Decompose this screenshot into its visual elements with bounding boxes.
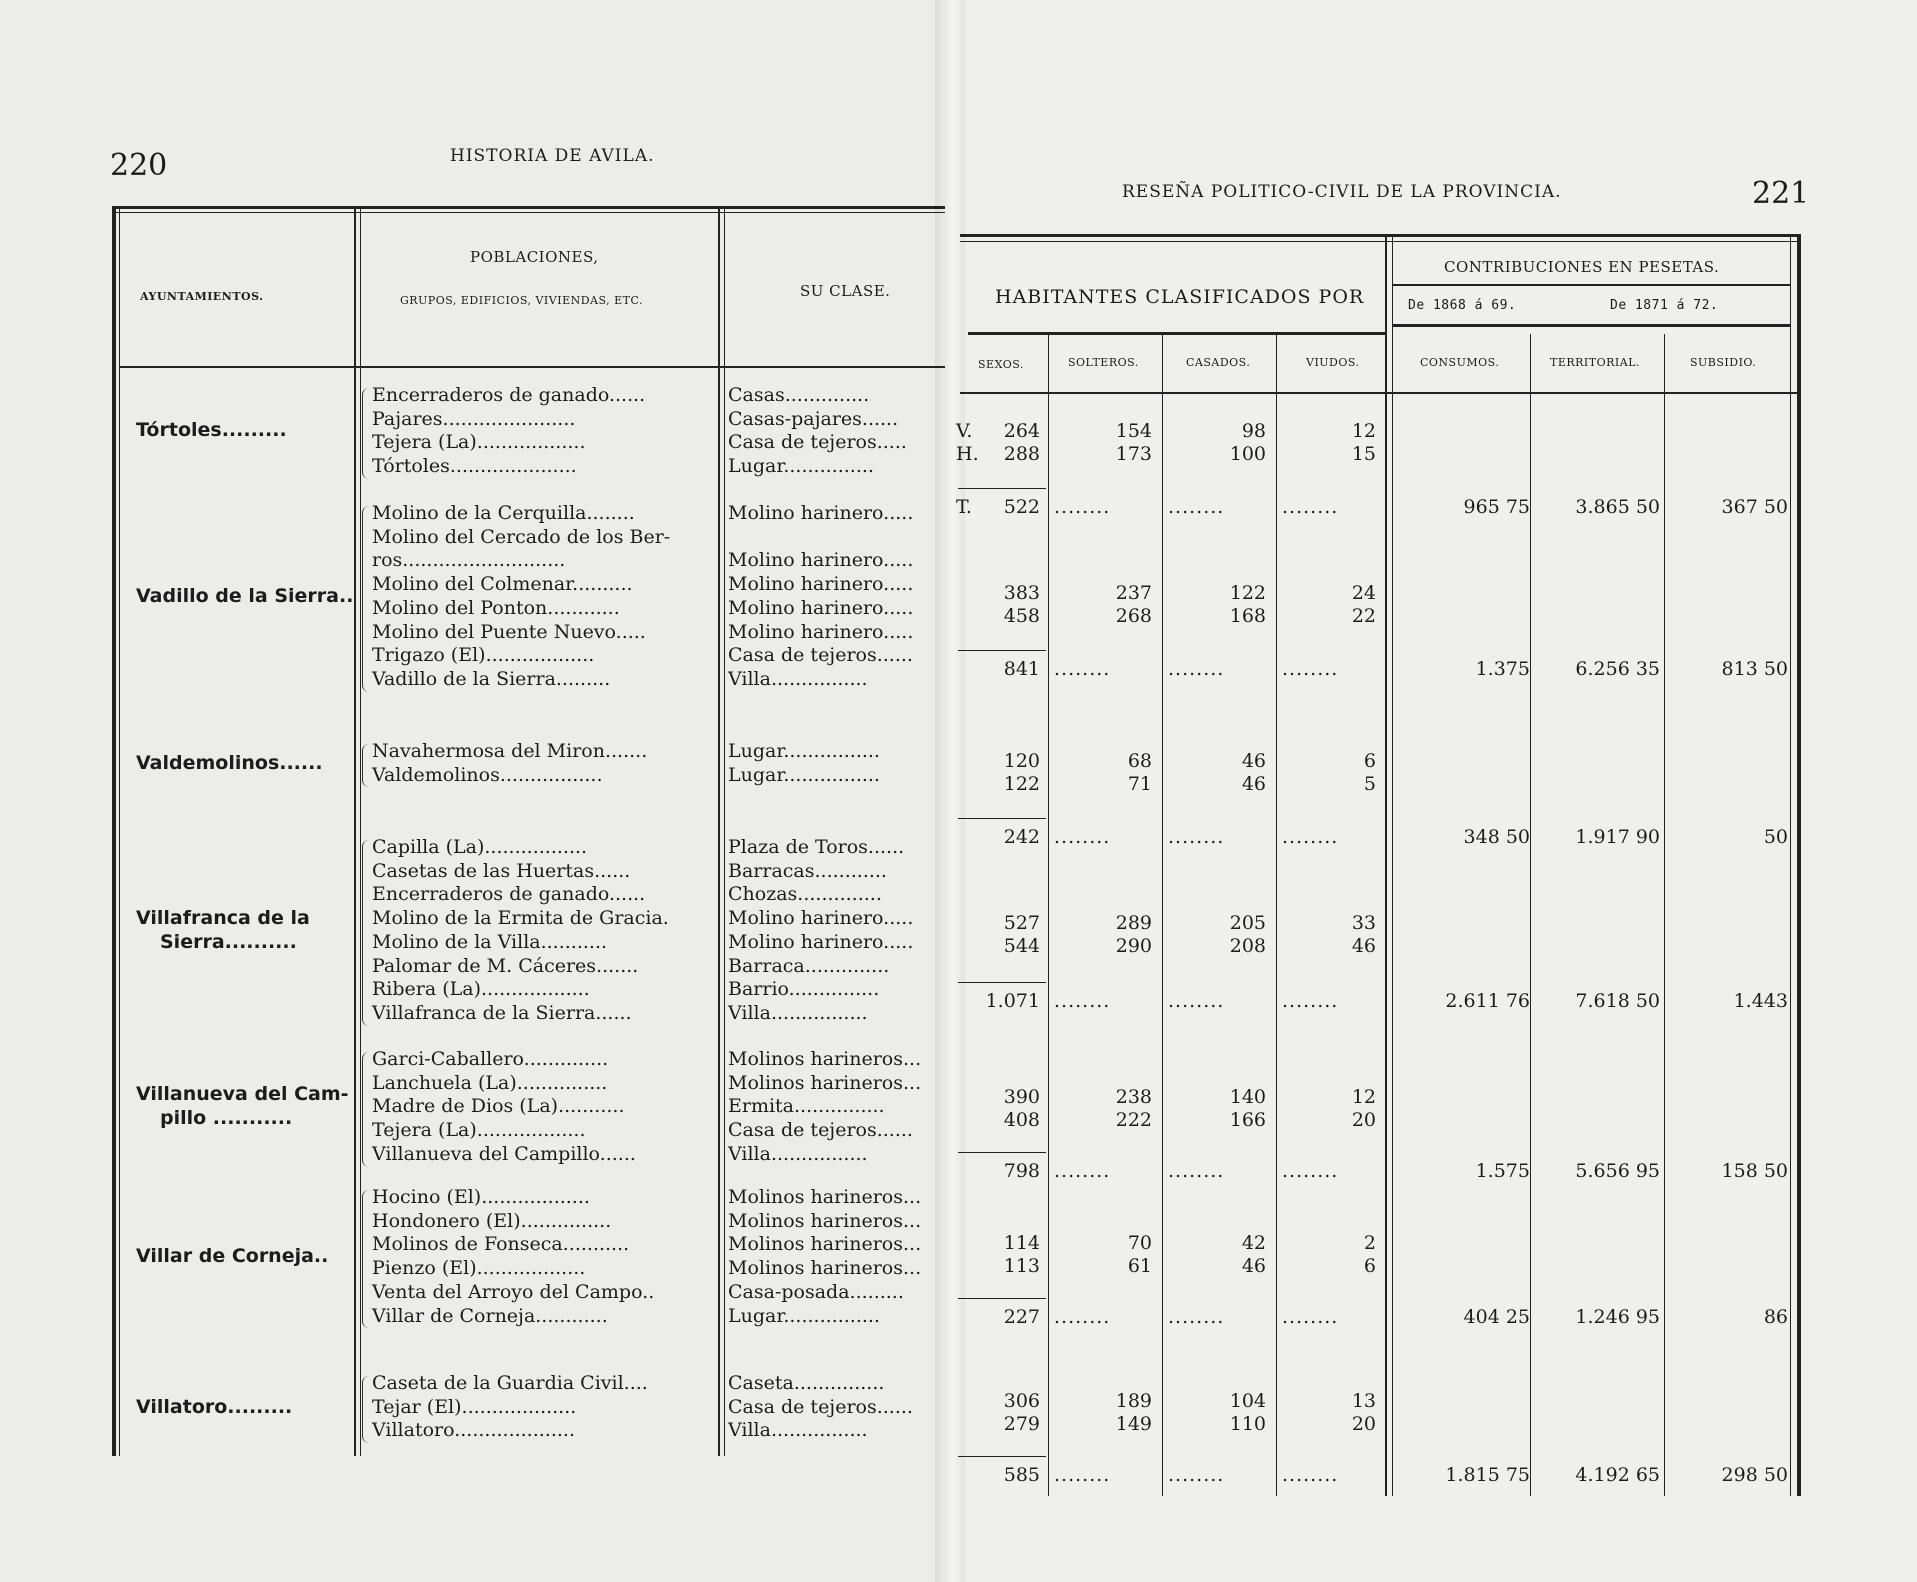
- left-page-number: 220: [110, 148, 168, 183]
- right-contrib-rule: [1392, 284, 1790, 286]
- varones-casados: 98: [1241, 420, 1266, 442]
- hembras-viudos: 6: [1363, 1255, 1376, 1277]
- poblacion-clase: Molino harinero.....: [728, 620, 914, 643]
- hembras-solteros: 222: [1115, 1109, 1152, 1131]
- subsidio-value: 50: [1763, 826, 1788, 848]
- right-page-number: 221: [1752, 176, 1810, 211]
- poblacion-clase: Villa................: [728, 1001, 868, 1024]
- right-table-inner-border: [1790, 234, 1791, 1496]
- poblacion-clase: Casa de tejeros......: [728, 1395, 913, 1418]
- poblacion-name: Ribera (La)..................: [372, 978, 590, 1001]
- header-solteros: SOLTEROS.: [1068, 356, 1139, 369]
- poblacion-clase: Molinos harineros...: [728, 1209, 922, 1232]
- poblacion-clase: Casa de tejeros......: [728, 644, 913, 667]
- poblacion-name: Tórtoles.....................: [372, 455, 577, 478]
- right-table-outer-border: [1797, 234, 1801, 1496]
- right-table-top-rule-thin: [960, 241, 1800, 242]
- right-running-head: RESEÑA POLITICO-CIVIL DE LA PROVINCIA.: [1122, 182, 1562, 202]
- poblacion-name: Caseta de la Guardia Civil....: [372, 1372, 648, 1394]
- dots-solteros: ........: [1054, 1464, 1111, 1486]
- dots-viudos: ........: [1282, 496, 1339, 518]
- total-separator: [958, 1298, 1046, 1299]
- poblacion-name: Pienzo (El)..................: [372, 1257, 586, 1280]
- hembras-total: 544: [1003, 935, 1040, 957]
- poblacion-name: Madre de Dios (La)...........: [372, 1095, 625, 1118]
- group-brace: [362, 388, 369, 479]
- total-habitantes: 522: [1003, 496, 1040, 518]
- poblacion-clase: Lugar................: [728, 763, 880, 786]
- hembras-viudos: 20: [1351, 1413, 1376, 1435]
- poblacion-name: Lanchuela (La)...............: [372, 1071, 608, 1094]
- right-col-divider-sexos: [1048, 334, 1049, 1496]
- poblacion-clase: Molino harinero.....: [728, 930, 914, 953]
- left-table-top-rule-thin: [112, 212, 945, 213]
- hembras-viudos: 22: [1351, 605, 1376, 627]
- group-brace: [362, 506, 369, 692]
- varones-viudos: 2: [1363, 1232, 1376, 1254]
- hembras-solteros: 71: [1127, 773, 1152, 795]
- varones-solteros: 237: [1115, 582, 1152, 604]
- total-habitantes: 798: [1003, 1160, 1040, 1182]
- header-contribuciones: CONTRIBUCIONES EN PESETAS.: [1444, 258, 1720, 276]
- poblacion-clase: Casas-pajares......: [728, 407, 899, 430]
- consumos-value: 404 25: [1463, 1306, 1530, 1328]
- poblacion-clase: Molino harinero.....: [728, 502, 914, 524]
- poblacion-name: Villafranca de la Sierra......: [372, 1001, 632, 1024]
- right-page: [945, 0, 1917, 1582]
- ayuntamiento-name: Villar de Corneja..: [136, 1245, 329, 1268]
- dots-solteros: ........: [1054, 658, 1111, 680]
- left-col-divider-2b: [724, 206, 725, 1456]
- poblacion-name: Casetas de las Huertas......: [372, 859, 631, 882]
- hembras-casados: 208: [1229, 935, 1266, 957]
- poblacion-clase: Caseta...............: [728, 1372, 885, 1394]
- hembras-casados: 46: [1241, 1255, 1266, 1277]
- poblacion-clase: Molino harinero.....: [728, 573, 914, 596]
- right-header-rule: [960, 392, 1800, 394]
- header-habitantes: HABITANTES CLASIFICADOS POR: [995, 286, 1365, 308]
- header-su-clase: SU CLASE.: [800, 282, 891, 300]
- poblacion-clase: Barraca..............: [728, 954, 890, 977]
- poblacion-clase: Molinos harineros...: [728, 1257, 922, 1280]
- total-separator: [958, 982, 1046, 983]
- poblacion-name: Molino del Ponton............: [372, 596, 620, 619]
- varones-solteros: 70: [1127, 1232, 1152, 1254]
- left-running-head: HISTORIA DE AVILA.: [450, 146, 655, 166]
- group-brace: [362, 1376, 369, 1443]
- right-col-divider-solteros: [1162, 334, 1163, 1496]
- varones-viudos: 24: [1351, 582, 1376, 604]
- hembras-viudos: 15: [1351, 443, 1376, 465]
- hembras-solteros: 268: [1115, 605, 1152, 627]
- hembras-total: 113: [1003, 1255, 1040, 1277]
- dots-solteros: ........: [1054, 990, 1111, 1012]
- hembras-viudos: 46: [1351, 935, 1376, 957]
- varones-viudos: 12: [1351, 1086, 1376, 1108]
- consumos-value: 2.611 76: [1445, 990, 1530, 1012]
- poblacion-clase: Barrio...............: [728, 978, 880, 1001]
- poblacion-clase: Villa................: [728, 1142, 868, 1165]
- ayuntamiento-name: Vadillo de la Sierra..: [136, 584, 354, 607]
- ayuntamiento-name: Villafranca de la: [136, 906, 310, 929]
- poblacion-clase: Molino harinero.....: [728, 907, 914, 930]
- hembras-total: 458: [1003, 605, 1040, 627]
- dots-casados: ........: [1168, 1306, 1225, 1328]
- poblacion-name: Encerraderos de ganado......: [372, 384, 646, 406]
- poblacion-name: Venta del Arroyo del Campo..: [372, 1280, 655, 1303]
- poblacion-name: Molino de la Cerquilla........: [372, 502, 635, 524]
- poblacion-name: Molino de la Ermita de Gracia.: [372, 907, 669, 930]
- varones-casados: 46: [1241, 750, 1266, 772]
- dots-viudos: ........: [1282, 658, 1339, 680]
- varones-casados: 42: [1241, 1232, 1266, 1254]
- hembras-casados: 100: [1229, 443, 1266, 465]
- poblacion-clase: Molinos harineros...: [728, 1186, 922, 1208]
- poblacion-clase: Villa................: [728, 667, 868, 690]
- varones-casados: 122: [1229, 582, 1266, 604]
- dots-viudos: ........: [1282, 1160, 1339, 1182]
- ayuntamiento-name: Valdemolinos......: [136, 751, 323, 774]
- poblacion-clase: Lugar...............: [728, 455, 874, 478]
- poblacion-clase: Ermita...............: [728, 1095, 885, 1118]
- poblacion-name: Capilla (La).................: [372, 836, 588, 858]
- total-habitantes: 242: [1003, 826, 1040, 848]
- header-ayuntamientos: AYUNTAMIENTOS.: [140, 290, 264, 303]
- right-col-divider-casados: [1276, 334, 1277, 1496]
- hembras-total: 122: [1003, 773, 1040, 795]
- territorial-value: 4.192 65: [1575, 1464, 1660, 1486]
- total-habitantes: 1.071: [985, 990, 1040, 1012]
- territorial-value: 1.917 90: [1575, 826, 1660, 848]
- left-table-top-rule: [112, 206, 945, 209]
- subsidio-value: 86: [1763, 1306, 1788, 1328]
- left-col-divider-1b: [360, 206, 361, 1456]
- ayuntamiento-name: Villatoro.........: [136, 1395, 293, 1418]
- varones-total: 306: [1003, 1390, 1040, 1412]
- header-subsidio: SUBSIDIO.: [1690, 356, 1757, 369]
- book-gutter: [935, 0, 965, 1582]
- total-separator: [958, 818, 1046, 819]
- varones-casados: 205: [1229, 912, 1266, 934]
- poblacion-name: Vadillo de la Sierra.........: [372, 667, 611, 690]
- header-territorial: TERRITORIAL.: [1550, 356, 1641, 369]
- hembras-total: 279: [1003, 1413, 1040, 1435]
- subsidio-value: 1.443: [1733, 990, 1788, 1012]
- territorial-value: 6.256 35: [1575, 658, 1660, 680]
- poblacion-name: Villanueva del Campillo......: [372, 1142, 636, 1165]
- varones-total: 120: [1003, 750, 1040, 772]
- varones-total: 390: [1003, 1086, 1040, 1108]
- hembras-solteros: 290: [1115, 935, 1152, 957]
- header-sexos: SEXOS.: [978, 358, 1024, 371]
- poblacion-name: Garci-Caballero..............: [372, 1048, 609, 1070]
- varones-viudos: 33: [1351, 912, 1376, 934]
- group-brace: [362, 1052, 369, 1167]
- poblacion-name: Hocino (El)..................: [372, 1186, 590, 1208]
- territorial-value: 5.656 95: [1575, 1160, 1660, 1182]
- subsidio-value: 158 50: [1721, 1160, 1788, 1182]
- group-brace: [362, 1190, 369, 1328]
- poblacion-name: Tejera (La)..................: [372, 1119, 586, 1142]
- varones-solteros: 289: [1115, 912, 1152, 934]
- territorial-value: 1.246 95: [1575, 1306, 1660, 1328]
- poblacion-name: Molino de la Villa...........: [372, 930, 608, 953]
- poblacion-clase: Plaza de Toros......: [728, 836, 905, 858]
- hembras-casados: 166: [1229, 1109, 1266, 1131]
- poblacion-name: Villar de Corneja............: [372, 1304, 608, 1327]
- dots-solteros: ........: [1054, 1306, 1111, 1328]
- consumos-value: 1.575: [1475, 1160, 1530, 1182]
- poblacion-name: Molino del Puente Nuevo.....: [372, 620, 646, 643]
- consumos-value: 348 50: [1463, 826, 1530, 848]
- dots-viudos: ........: [1282, 1464, 1339, 1486]
- poblacion-clase: Lugar................: [728, 740, 880, 762]
- poblacion-name: Palomar de M. Cáceres.......: [372, 954, 639, 977]
- hembras-total: 288: [1003, 443, 1040, 465]
- hembras-solteros: 61: [1127, 1255, 1152, 1277]
- territorial-value: 3.865 50: [1575, 496, 1660, 518]
- dots-casados: ........: [1168, 1160, 1225, 1182]
- left-col-divider-1: [354, 206, 356, 1456]
- poblacion-clase: Casa-posada.........: [728, 1280, 904, 1303]
- varones-solteros: 189: [1115, 1390, 1152, 1412]
- varones-viudos: 13: [1351, 1390, 1376, 1412]
- poblacion-clase: Barracas............: [728, 859, 887, 882]
- dots-casados: ........: [1168, 496, 1225, 518]
- varones-total: 527: [1003, 912, 1040, 934]
- poblacion-clase: Chozas..............: [728, 883, 882, 906]
- total-habitantes: 227: [1003, 1306, 1040, 1328]
- poblacion-name: Villatoro....................: [372, 1419, 575, 1442]
- left-table-inner-border: [119, 206, 120, 1456]
- dots-solteros: ........: [1054, 496, 1111, 518]
- subsidio-value: 813 50: [1721, 658, 1788, 680]
- sexo-label-v: V.: [956, 420, 973, 442]
- right-col-divider-contrib-b: [1392, 234, 1393, 1496]
- dots-viudos: ........: [1282, 1306, 1339, 1328]
- dots-solteros: ........: [1054, 1160, 1111, 1182]
- left-table-outer-border: [112, 206, 116, 1456]
- poblacion-clase: Casas..............: [728, 384, 870, 406]
- hembras-solteros: 173: [1115, 443, 1152, 465]
- poblacion-clase: Casa de tejeros.....: [728, 431, 907, 454]
- left-col-divider-2: [718, 206, 720, 1456]
- total-separator: [958, 650, 1046, 651]
- poblacion-clase: Casa de tejeros......: [728, 1119, 913, 1142]
- dots-viudos: ........: [1282, 990, 1339, 1012]
- right-contrib-rule-2: [1392, 324, 1790, 327]
- consumos-value: 1.375: [1475, 658, 1530, 680]
- header-poblaciones: POBLACIONES,: [470, 248, 599, 266]
- consumos-value: 1.815 75: [1445, 1464, 1530, 1486]
- dots-viudos: ........: [1282, 826, 1339, 848]
- poblacion-name: Tejar (El)...................: [372, 1395, 577, 1418]
- right-col-divider-contrib: [1385, 234, 1387, 1496]
- group-brace: [362, 744, 369, 787]
- varones-solteros: 238: [1115, 1086, 1152, 1108]
- ayuntamiento-name-cont: Sierra..........: [160, 930, 297, 953]
- poblacion-name: ros...........................: [372, 549, 566, 572]
- left-header-rule: [119, 366, 945, 368]
- poblacion-name: Tejera (La)..................: [372, 431, 586, 454]
- poblacion-name: Valdemolinos.................: [372, 763, 603, 786]
- poblacion-name: Molinos de Fonseca...........: [372, 1233, 630, 1256]
- header-grupos: GRUPOS, EDIFICIOS, VIVIENDAS, ETC.: [400, 294, 644, 307]
- poblacion-clase: Molino harinero.....: [728, 596, 914, 619]
- header-consumos: CONSUMOS.: [1420, 356, 1500, 369]
- right-habitantes-rule: [968, 332, 1385, 335]
- varones-total: 264: [1003, 420, 1040, 442]
- varones-solteros: 68: [1127, 750, 1152, 772]
- territorial-value: 7.618 50: [1575, 990, 1660, 1012]
- sexo-label-h: H.: [956, 443, 979, 465]
- subsidio-value: 298 50: [1721, 1464, 1788, 1486]
- poblacion-name: Molino del Cercado de los Ber-: [372, 525, 671, 548]
- dots-casados: ........: [1168, 658, 1225, 680]
- hembras-casados: 110: [1229, 1413, 1266, 1435]
- varones-viudos: 12: [1351, 420, 1376, 442]
- consumos-value: 965 75: [1463, 496, 1530, 518]
- varones-solteros: 154: [1115, 420, 1152, 442]
- sexo-label-t: T.: [956, 496, 972, 518]
- varones-viudos: 6: [1363, 750, 1376, 772]
- right-col-divider-territorial: [1664, 334, 1665, 1496]
- header-de-1871: De 1871 á 72.: [1610, 298, 1719, 313]
- poblacion-name: Hondonero (El)...............: [372, 1209, 612, 1232]
- poblacion-clase: Molino harinero.....: [728, 549, 914, 572]
- hembras-total: 408: [1003, 1109, 1040, 1131]
- hembras-viudos: 20: [1351, 1109, 1376, 1131]
- poblacion-name: Molino del Colmenar..........: [372, 573, 633, 596]
- poblacion-clase: Molinos harineros...: [728, 1071, 922, 1094]
- poblacion-clase: Lugar................: [728, 1304, 880, 1327]
- dots-casados: ........: [1168, 1464, 1225, 1486]
- poblacion-name: Navahermosa del Miron.......: [372, 740, 648, 762]
- total-separator: [958, 1456, 1046, 1457]
- varones-casados: 104: [1229, 1390, 1266, 1412]
- varones-casados: 140: [1229, 1086, 1266, 1108]
- poblacion-clase: Molinos harineros...: [728, 1048, 922, 1070]
- poblacion-name: Trigazo (El)..................: [372, 644, 595, 667]
- total-separator: [958, 1152, 1046, 1153]
- ayuntamiento-name: Villanueva del Cam-: [136, 1083, 349, 1106]
- header-casados: CASADOS.: [1186, 356, 1251, 369]
- hembras-casados: 46: [1241, 773, 1266, 795]
- total-habitantes: 585: [1003, 1464, 1040, 1486]
- header-viudos: VIUDOS.: [1306, 356, 1360, 369]
- poblacion-clase: Villa................: [728, 1419, 868, 1442]
- right-col-divider-consumos: [1530, 334, 1531, 1496]
- dots-casados: ........: [1168, 990, 1225, 1012]
- total-separator: [958, 488, 1046, 489]
- poblacion-name: Pajares......................: [372, 407, 576, 430]
- hembras-casados: 168: [1229, 605, 1266, 627]
- total-habitantes: 841: [1003, 658, 1040, 680]
- subsidio-value: 367 50: [1721, 496, 1788, 518]
- ayuntamiento-name-cont: pillo ...........: [160, 1107, 293, 1130]
- varones-total: 383: [1003, 582, 1040, 604]
- hembras-solteros: 149: [1115, 1413, 1152, 1435]
- group-brace: [362, 840, 369, 1026]
- varones-total: 114: [1003, 1232, 1040, 1254]
- hembras-viudos: 5: [1363, 773, 1376, 795]
- right-table-top-rule: [960, 234, 1800, 237]
- dots-casados: ........: [1168, 826, 1225, 848]
- left-page: [0, 0, 955, 1582]
- poblacion-clase: Molinos harineros...: [728, 1233, 922, 1256]
- poblacion-name: Encerraderos de ganado......: [372, 883, 646, 906]
- ayuntamiento-name: Tórtoles.........: [136, 419, 287, 442]
- header-de-1868: De 1868 á 69.: [1408, 298, 1517, 313]
- dots-solteros: ........: [1054, 826, 1111, 848]
